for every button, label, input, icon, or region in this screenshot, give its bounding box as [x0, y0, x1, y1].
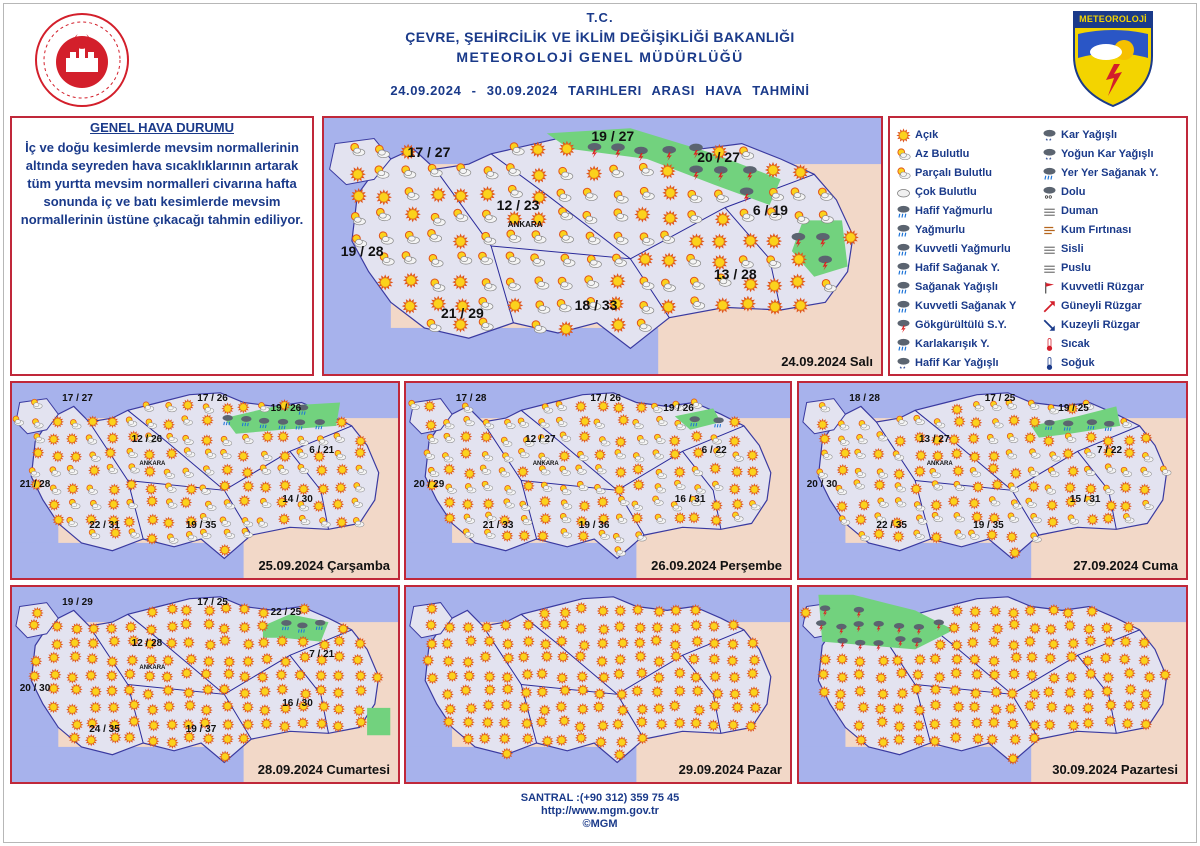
temperature-label: 17 / 28: [455, 392, 487, 404]
thunderstorm-icon: [896, 318, 912, 332]
legend-label: Yoğun Kar Yağışlı: [1061, 147, 1154, 160]
temperature-label: 13 / 27: [918, 433, 950, 445]
temperature-label: 16 / 31: [674, 494, 706, 506]
legend-item: [896, 182, 1041, 201]
legend-label: Sağanak Yağışlı: [915, 280, 998, 293]
turkey-map: [799, 587, 1186, 782]
day-date-label: 28.09.2024 Cumartesi: [257, 762, 390, 777]
legend-label: Duman: [1061, 204, 1099, 217]
temperature-label: 19 / 28: [340, 243, 384, 260]
map-day-5: [10, 585, 400, 784]
heavy-shower-icon: [896, 299, 912, 313]
legend-label: Kuvvetli Sağanak Y: [915, 299, 1017, 312]
scattered-shower-icon: [1042, 166, 1058, 180]
temperature-label: 17 / 25: [984, 392, 1016, 404]
header-line-1: T.C.: [586, 10, 614, 25]
header-directorate: METEOROLOJİ GENEL MÜDÜRLÜĞÜ: [456, 49, 744, 65]
temperature-label: 19 / 26: [663, 402, 694, 414]
legend-item: [896, 277, 1041, 296]
legend-item: [896, 201, 1041, 220]
temperature-label: 12 / 28: [131, 637, 163, 649]
legend-label: Açık: [915, 128, 939, 141]
map-day-7: [797, 585, 1188, 784]
legend-label: Kuzeyli Rüzgar: [1061, 318, 1140, 331]
legend-label: Çok Bulutlu: [915, 185, 977, 198]
general-weather-title: GENEL HAVA DURUMU: [90, 120, 234, 135]
page-footer: [400, 792, 800, 831]
temperature-label: 20 / 30: [19, 682, 51, 694]
heavy-rain-icon: [896, 242, 912, 256]
day-date-label: 26.09.2024 Perşembe: [651, 558, 782, 573]
legend-label: Kum Fırtınası: [1061, 223, 1132, 236]
hail-icon: [1042, 185, 1058, 199]
legend-item: [1042, 182, 1187, 201]
north-wind-arrow-icon: [1042, 318, 1058, 332]
legend-item: [1042, 334, 1187, 353]
turkey-map: [12, 587, 398, 782]
map-day-3: [404, 381, 792, 580]
main-map-day-1: [322, 116, 883, 376]
day-date-label: 30.09.2024 Pazartesi: [1052, 762, 1178, 777]
header-ministry: ÇEVRE, ŞEHİRCİLİK VE İKLİM DEĞİŞİKLİĞİ BAKANLIĞI: [405, 29, 795, 45]
svg-text:* *: * *: [1045, 137, 1052, 143]
legend-item: [896, 239, 1041, 258]
temperature-label: 16 / 30: [282, 698, 313, 710]
city-label: ANKARA: [926, 461, 953, 467]
legend-item: [1042, 296, 1187, 315]
legend-item: [1042, 201, 1187, 220]
legend-item: [896, 220, 1041, 239]
legend-item: [1042, 239, 1187, 258]
smoke-icon: [1042, 204, 1058, 218]
legend-item: [896, 334, 1041, 353]
turkey-map: [12, 383, 398, 578]
light-shower-icon: [896, 261, 912, 275]
turkey-map: [799, 383, 1186, 578]
legend-label: Soğuk: [1061, 356, 1095, 369]
legend-column-right: [1042, 125, 1187, 372]
day-date-label: 24.09.2024 Salı: [781, 354, 873, 369]
legend-item: [1042, 353, 1187, 372]
svg-text:* *: * *: [899, 365, 906, 371]
strong-wind-icon: [1042, 280, 1058, 294]
ministry-logo: [34, 12, 130, 108]
temperature-label: 12 / 23: [496, 197, 540, 214]
legend-item: [1042, 315, 1187, 334]
legend-label: Kuvvetli Yağmurlu: [915, 242, 1011, 255]
temperature-label: 21 / 29: [440, 304, 484, 321]
legend-item: [896, 258, 1041, 277]
footer-url[interactable]: http://www.mgm.gov.tr: [541, 805, 659, 817]
temperature-label: 24 / 35: [89, 723, 120, 735]
legend-label: Dolu: [1061, 185, 1086, 198]
general-weather-text: İç ve doğu kesimlerde mevsim normallerinin altında seyreden hava sıcaklıklarının artarak tüm yurtta mevsim normalleri civarına hafta sonunda iç ve batı kesimlerde mevsim normallerinin üstüne çıkacağı tahmin ediliyor.: [20, 140, 304, 227]
temperature-label: 12 / 26: [131, 433, 163, 445]
logo-text: METEOROLOJİ: [1079, 14, 1147, 24]
city-label: ANKARA: [532, 461, 559, 467]
cold-thermometer-icon: [1042, 356, 1058, 370]
map-day-2: [10, 381, 400, 580]
legend-label: Sisli: [1061, 242, 1084, 255]
legend-label: Yer Yer Sağanak Y.: [1061, 166, 1159, 179]
temperature-label: 15 / 31: [1069, 494, 1101, 506]
legend-label: Kuvvetli Rüzgar: [1061, 280, 1145, 293]
light-snow-icon: [896, 356, 912, 370]
sleet-icon: [896, 337, 912, 351]
legend-item: [896, 163, 1041, 182]
fog-icon: [1042, 242, 1058, 256]
light-rain-icon: [896, 204, 912, 218]
temperature-label: 18 / 28: [849, 392, 880, 404]
general-weather-box: [10, 116, 314, 376]
temperature-label: 22 / 35: [876, 519, 907, 531]
footer-copyright: ©MGM: [582, 818, 618, 830]
temperature-label: 6 / 22: [701, 445, 727, 457]
legend-label: Hafif Sağanak Y.: [915, 261, 1000, 274]
legend-item: [1042, 258, 1187, 277]
day-date-label: 27.09.2024 Cuma: [1073, 558, 1178, 573]
legend-label: Yağmurlu: [915, 223, 966, 236]
legend-item: [1042, 144, 1187, 163]
temperature-label: 20 / 30: [806, 478, 838, 490]
sun-cloud-icon: [896, 166, 912, 180]
rain-icon: [896, 223, 912, 237]
legend-box: [888, 116, 1188, 376]
legend-column-left: [896, 125, 1041, 372]
temperature-label: 19 / 35: [185, 519, 217, 531]
legend-item: [1042, 125, 1187, 144]
day-date-label: 29.09.2024 Pazar: [678, 762, 782, 777]
temperature-label: 19 / 29: [62, 596, 93, 608]
page-header: [300, 10, 900, 98]
legend-item: [896, 144, 1041, 163]
day-date-label: 25.09.2024 Çarşamba: [258, 558, 390, 573]
city-label: ANKARA: [139, 665, 166, 671]
temperature-label: 6 / 21: [309, 445, 335, 457]
legend-item: [896, 296, 1041, 315]
south-wind-arrow-icon: [1042, 299, 1058, 313]
turkey-map: [406, 587, 790, 782]
temperature-label: 17 / 26: [590, 392, 621, 404]
shower-icon: [896, 280, 912, 294]
sun-small-cloud-icon: [896, 147, 912, 161]
header-forecast-range: 24.09.2024 - 30.09.2024 TARIHLERI ARASI HAVA TAHMİNİ: [390, 83, 810, 98]
temperature-label: 6 / 19: [752, 202, 788, 219]
haze-icon: [1042, 261, 1058, 275]
temperature-label: 18 / 33: [574, 297, 618, 314]
turkey-map: [406, 383, 790, 578]
temperature-label: 17 / 27: [62, 392, 93, 404]
legend-label: Puslu: [1061, 261, 1091, 274]
snow-icon: [1042, 128, 1058, 142]
legend-label: Hafif Yağmurlu: [915, 204, 993, 217]
city-label: ANKARA: [507, 220, 543, 230]
legend-label: Karlakarışık Y.: [915, 337, 990, 350]
legend-label: Kar Yağışlı: [1061, 128, 1118, 141]
temperature-label: 17 / 27: [407, 143, 451, 160]
legend-label: Parçalı Bulutlu: [915, 166, 993, 179]
heavy-snow-icon: [1042, 147, 1058, 161]
legend-label: Sıcak: [1061, 337, 1090, 350]
temperature-label: 17 / 26: [197, 392, 228, 404]
temperature-label: 20 / 29: [413, 478, 445, 490]
map-day-4: [797, 381, 1188, 580]
legend-label: Hafif Kar Yağışlı: [915, 356, 999, 369]
sandstorm-icon: [1042, 223, 1058, 237]
legend-item: [896, 353, 1041, 372]
temperature-label: 13 / 28: [713, 266, 757, 283]
legend-item: [1042, 277, 1187, 296]
temperature-label: 7 / 21: [309, 649, 335, 661]
temperature-label: 22 / 31: [89, 519, 120, 531]
sun-icon: [896, 128, 912, 142]
city-label: ANKARA: [139, 461, 166, 467]
temperature-label: 19 / 27: [591, 128, 635, 145]
legend-label: Az Bulutlu: [915, 147, 970, 160]
temperature-label: 19 / 37: [185, 723, 217, 735]
temperature-label: 21 / 33: [482, 519, 514, 531]
temperature-label: 14 / 30: [282, 494, 313, 506]
legend-label: Güneyli Rüzgar: [1061, 299, 1142, 312]
temperature-label: 22 / 25: [270, 606, 302, 618]
temperature-label: 7 / 22: [1096, 445, 1123, 457]
temperature-label: 19 / 36: [578, 519, 610, 531]
legend-item: [896, 125, 1041, 144]
meteoroloji-logo: [1070, 8, 1156, 108]
legend-item: [896, 315, 1041, 334]
svg-text:* *: * *: [1045, 156, 1052, 162]
legend-item: [1042, 163, 1187, 182]
temperature-label: 20 / 27: [697, 148, 741, 165]
temperature-label: 19 / 35: [973, 519, 1004, 531]
temperature-label: 17 / 25: [197, 596, 228, 608]
temperature-label: 19 / 26: [270, 402, 302, 414]
cloud-icon: [896, 185, 912, 199]
legend-item: [1042, 220, 1187, 239]
temperature-label: 12 / 27: [525, 433, 556, 445]
hot-thermometer-icon: [1042, 337, 1058, 351]
temperature-label: 21 / 28: [19, 478, 51, 490]
temperature-label: 19 / 25: [1058, 402, 1089, 414]
footer-phone: SANTRAL :(+90 312) 359 75 45: [520, 792, 680, 804]
map-day-6: [404, 585, 792, 784]
legend-label: Gökgürültülü S.Y.: [915, 318, 1007, 331]
